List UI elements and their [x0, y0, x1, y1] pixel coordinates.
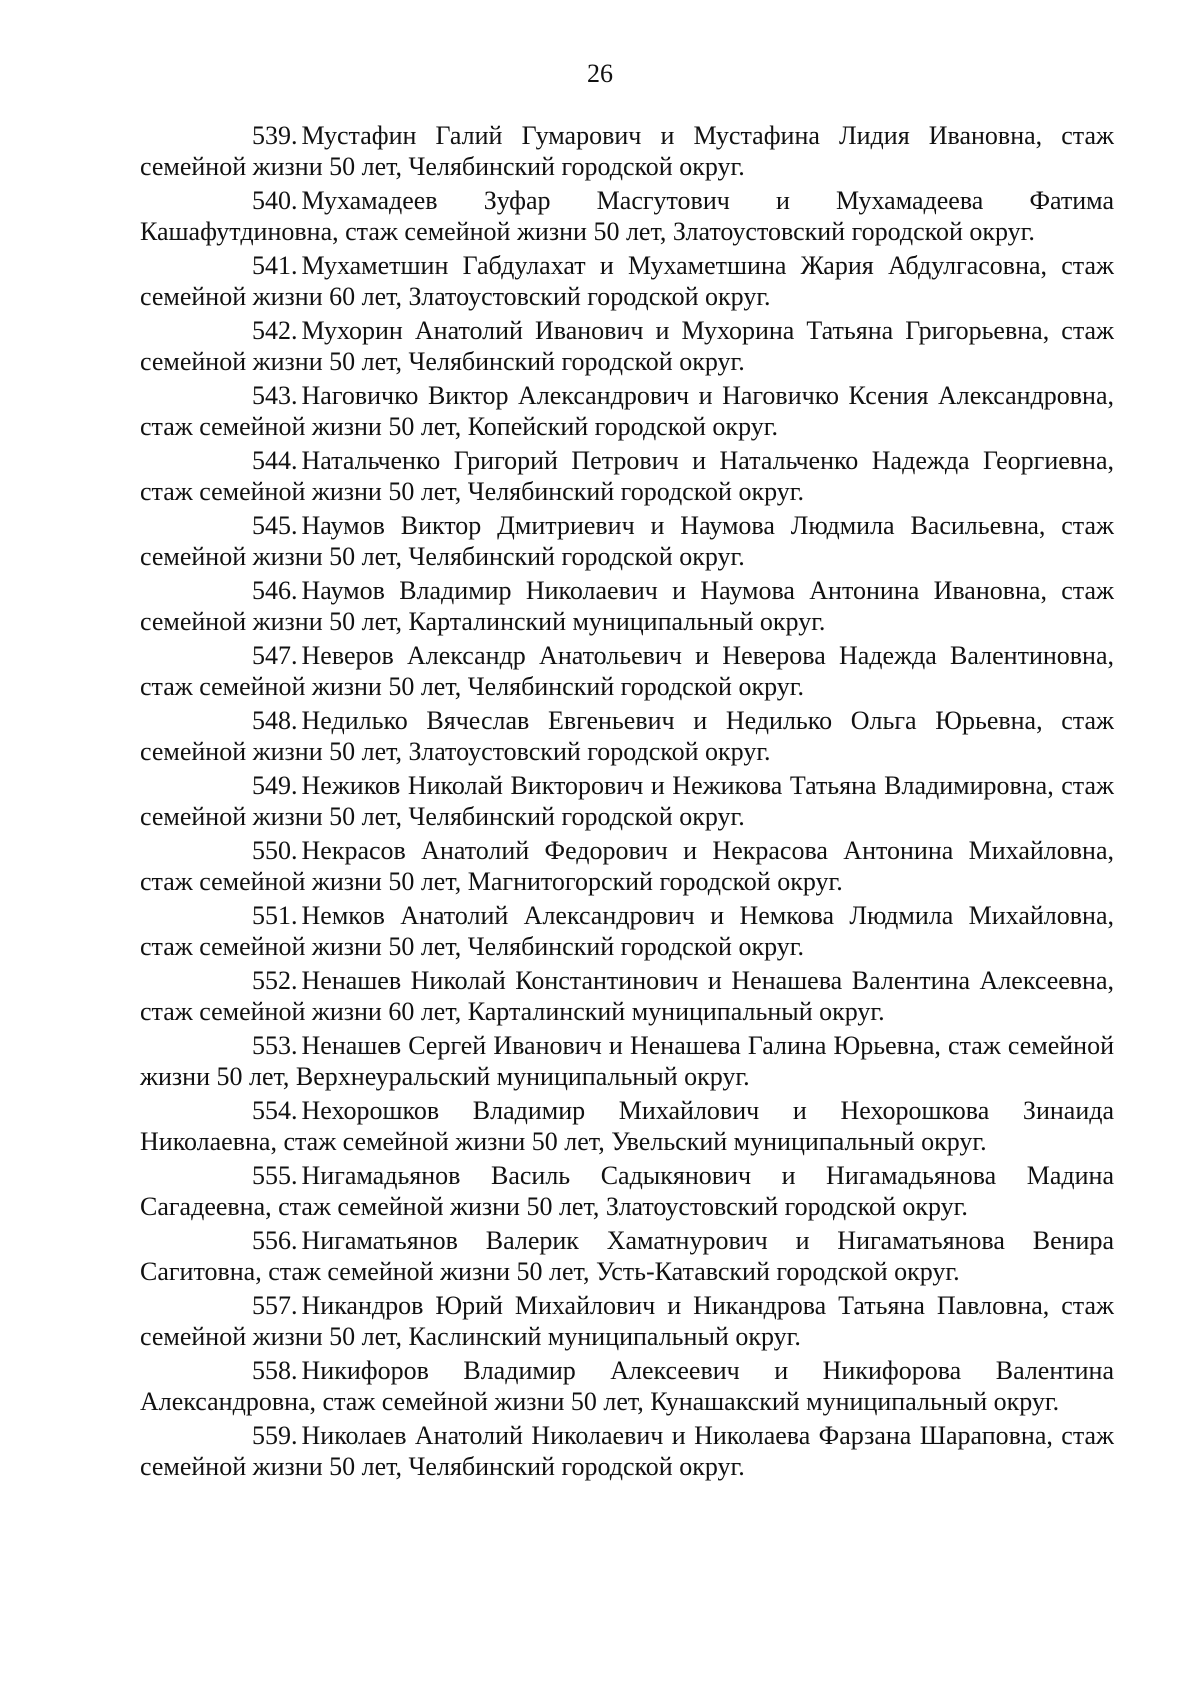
list-item — [140, 1420, 1114, 1482]
entry-text: Николаев Анатолий Николаевич и Николаева Фарзана Шараповна, стаж семейной жизни 50 лет, Челябинский городской округ. — [140, 1421, 1114, 1481]
list-item — [140, 1030, 1114, 1092]
entry-text: Нежиков Николай Викторович и Нежикова Татьяна Владимировна, стаж семейной жизни 50 лет, Челябинский городской округ. — [140, 771, 1114, 831]
list-item — [140, 705, 1114, 767]
entry-number: 559. — [252, 1421, 298, 1450]
list-item — [140, 510, 1114, 572]
entry-text: Мухорин Анатолий Иванович и Мухорина Татьяна Григорьевна, стаж семейной жизни 50 лет, Челябинский городской округ. — [140, 316, 1114, 376]
entry-number: 557. — [252, 1291, 298, 1320]
entry-number: 543. — [252, 381, 298, 410]
entry-text: Нехорошков Владимир Михайлович и Нехорошкова Зинаида Николаевна, стаж семейной жизни 50 лет, Увельский муниципальный округ. — [140, 1096, 1114, 1156]
page-number: 26 — [587, 59, 613, 88]
list-item — [140, 640, 1114, 702]
entry-text: Мухаметшин Габдулахат и Мухаметшина Жария Абдулгасовна, стаж семейной жизни 60 лет, Златоустовский городской округ. — [140, 251, 1114, 311]
entry-number: 545. — [252, 511, 298, 540]
entry-text: Некрасов Анатолий Федорович и Некрасова Антонина Михайловна, стаж семейной жизни 50 лет, Магнитогорский городской округ. — [140, 836, 1114, 896]
entry-text: Неверов Александр Анатольевич и Неверова Надежда Валентиновна, стаж семейной жизни 50 лет, Челябинский городской округ. — [140, 641, 1114, 701]
entry-number: 539. — [252, 121, 298, 150]
entry-number: 542. — [252, 316, 298, 345]
entry-number: 547. — [252, 641, 298, 670]
entry-number: 555. — [252, 1161, 298, 1190]
entry-text: Никифоров Владимир Алексеевич и Никифорова Валентина Александровна, стаж семейной жизни 50 лет, Кунашакский муниципальный округ. — [140, 1356, 1114, 1416]
list-item — [140, 185, 1114, 247]
entry-number: 552. — [252, 966, 298, 995]
entry-number: 556. — [252, 1226, 298, 1255]
list-item — [140, 1095, 1114, 1157]
entry-list — [140, 120, 1114, 1485]
entry-text: Недилько Вячеслав Евгеньевич и Недилько Ольга Юрьевна, стаж семейной жизни 50 лет, Златоустовский городской округ. — [140, 706, 1114, 766]
entry-text: Ненашев Сергей Иванович и Ненашева Галина Юрьевна, стаж семейной жизни 50 лет, Верхнеуральский муниципальный округ. — [140, 1031, 1114, 1091]
entry-text: Нигаматьянов Валерик Хаматнурович и Нигаматьянова Венира Сагитовна, стаж семейной жизни 50 лет, Усть-Катавский городской округ. — [140, 1226, 1114, 1286]
entry-number: 548. — [252, 706, 298, 735]
entry-number: 553. — [252, 1031, 298, 1060]
entry-number: 540. — [252, 186, 298, 215]
list-item — [140, 900, 1114, 962]
list-item — [140, 380, 1114, 442]
list-item — [140, 1290, 1114, 1352]
entry-text: Мустафин Галий Гумарович и Мустафина Лидия Ивановна, стаж семейной жизни 50 лет, Челябинский городской округ. — [140, 121, 1114, 181]
entry-number: 541. — [252, 251, 298, 280]
entry-number: 550. — [252, 836, 298, 865]
entry-text: Мухамадеев Зуфар Масгутович и Мухамадеева Фатима Кашафутдиновна, стаж семейной жизни 50 лет, Златоустовский городской округ. — [140, 186, 1114, 246]
entry-text: Наумов Виктор Дмитриевич и Наумова Людмила Васильевна, стаж семейной жизни 50 лет, Челябинский городской округ. — [140, 511, 1114, 571]
list-item — [140, 575, 1114, 637]
list-item — [140, 1355, 1114, 1417]
entry-number: 544. — [252, 446, 298, 475]
entry-number: 549. — [252, 771, 298, 800]
entry-text: Нигамадьянов Василь Садыкянович и Нигамадьянова Мадина Сагадеевна, стаж семейной жизни 50 лет, Златоустовский городской округ. — [140, 1161, 1114, 1221]
entry-text: Никандров Юрий Михайлович и Никандрова Татьяна Павловна, стаж семейной жизни 50 лет, Каслинский муниципальный округ. — [140, 1291, 1114, 1351]
list-item — [140, 965, 1114, 1027]
list-item — [140, 120, 1114, 182]
entry-text: Ненашев Николай Константинович и Ненашева Валентина Алексеевна, стаж семейной жизни 60 лет, Карталинский муниципальный округ. — [140, 966, 1114, 1026]
list-item — [140, 770, 1114, 832]
entry-text: Немков Анатолий Александрович и Немкова Людмила Михайловна, стаж семейной жизни 50 лет, Челябинский городской округ. — [140, 901, 1114, 961]
list-item — [140, 1160, 1114, 1222]
entry-text: Натальченко Григорий Петрович и Натальченко Надежда Георгиевна, стаж семейной жизни 50 лет, Челябинский городской округ. — [140, 446, 1114, 506]
list-item — [140, 445, 1114, 507]
list-item — [140, 835, 1114, 897]
entry-text: Наговичко Виктор Александрович и Наговичко Ксения Александровна, стаж семейной жизни 50 лет, Копейский городской округ. — [140, 381, 1114, 441]
list-item — [140, 250, 1114, 312]
entry-text: Наумов Владимир Николаевич и Наумова Антонина Ивановна, стаж семейной жизни 50 лет, Карталинский муниципальный округ. — [140, 576, 1114, 636]
entry-number: 546. — [252, 576, 298, 605]
list-item — [140, 1225, 1114, 1287]
entry-number: 551. — [252, 901, 298, 930]
entry-number: 558. — [252, 1356, 298, 1385]
entry-number: 554. — [252, 1096, 298, 1125]
list-item — [140, 315, 1114, 377]
